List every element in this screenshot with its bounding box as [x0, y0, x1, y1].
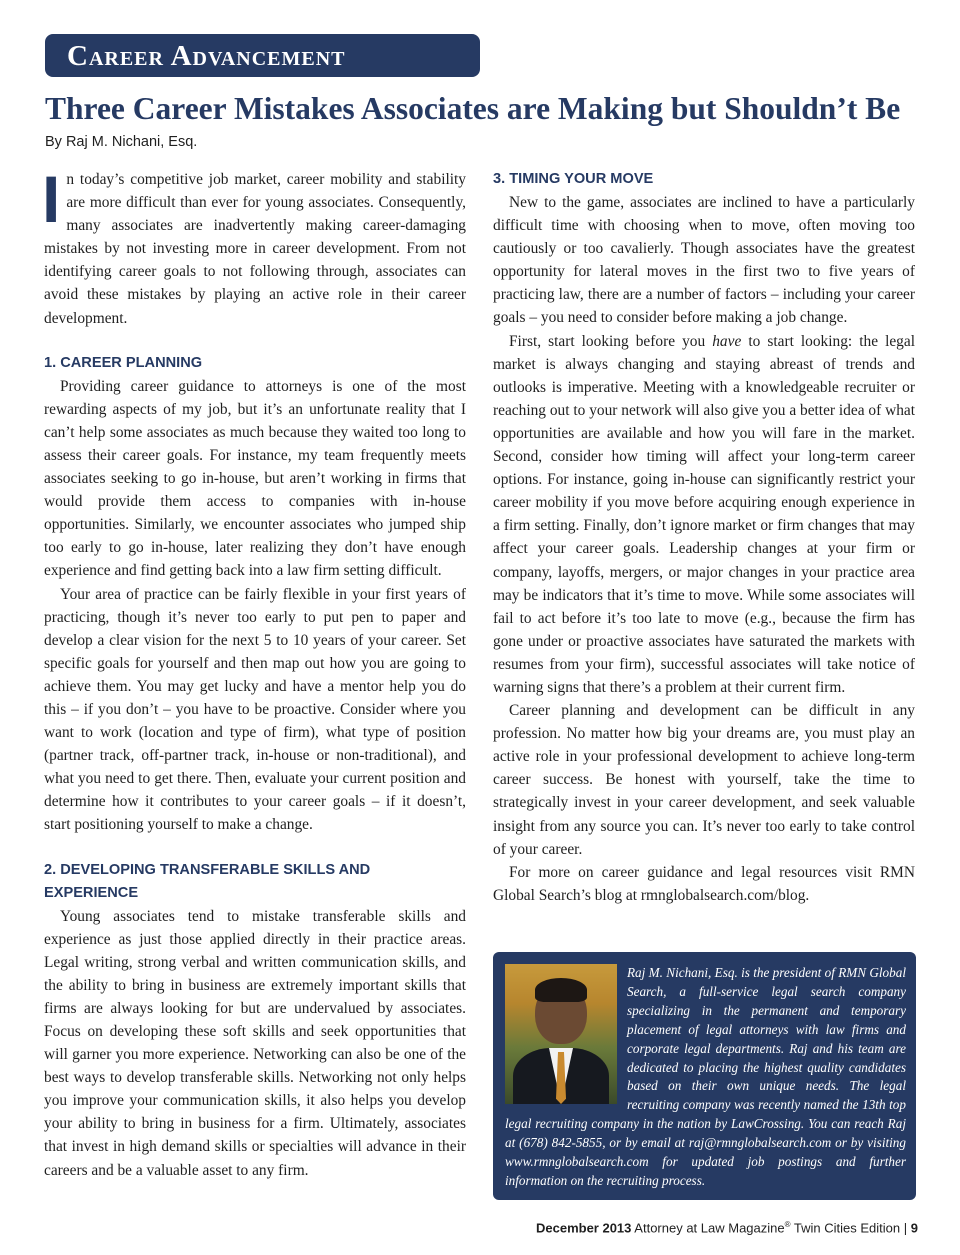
paragraph: For more on career guidance and legal resources visit RMN Global Search’s blog at rmnglobalsearch.com/blog. [493, 863, 915, 904]
page-footer [536, 1220, 918, 1235]
author-photo [505, 964, 617, 1104]
footer-separator: | [903, 1220, 908, 1236]
paragraph-text: First, start looking before you [509, 332, 713, 350]
footer-publication: Attorney at Law Magazine [634, 1220, 785, 1236]
intro-paragraph [42, 162, 466, 330]
page-number: 9 [910, 1220, 918, 1236]
paragraph: Career planning and development can be difficult in any profession. No matter how big your dreams are, you must play an active role in your professional development to achieve long-term career success. Be honest with yourself, take the time to strategically invest in your career development, and seek valuable insight from any source you can. It’s never too early to take control of your career. [493, 702, 915, 858]
paragraph: Providing career guidance to attorneys is one of the most rewarding aspects of my job, but it’s an unfortunate reality that I can’t help some associates as much because they waited too long to assess their career goals. For instance, my team frequently meets associates seeking to go in-house, but aren’t working in firms that would provide them access to companies with in-house opportunities. Similarly, we encounter associates who jumped ship too early to go in-house, later realizing they don’t have enough experience and find getting back into a law firm setting difficult. [44, 377, 466, 580]
article-byline: By Raj M. Nichani, Esq. [45, 134, 198, 150]
paragraph: New to the game, associates are inclined to have a particularly difficult time with choosing when to move, often moving too cautiously or too cavalierly. Though associates have the greatest opportunity for lateral moves in the first two to five years of practicing law, there are a number of factors – including your career goals – you need to consider before making a job change. [493, 194, 915, 327]
section-heading-career-planning: 1. CAREER PLANNING [44, 354, 203, 371]
section-label: Career Advancement [67, 40, 346, 72]
right-column [493, 168, 915, 907]
author-bio-box [493, 952, 916, 1200]
section-banner [45, 34, 480, 77]
article-title: Three Career Mistakes Associates are Making but Shouldn’t Be [45, 91, 901, 126]
section-heading-transferable-skills: 2. DEVELOPING TRANSFERABLE SKILLS AND EXPERIENCE [44, 861, 371, 901]
emphasis-word: have [712, 332, 742, 350]
author-bio-text: Raj M. Nichani, Esq. is the president of RMN Global Search, a full-service legal search company specializing in the permanent and temporary placement of legal attorneys with law firms and corporate legal departments. Raj and his team are dedicated to placing the highest quality candidates based on their own unique needs. The legal recruiting company was recently named the 13th top legal recruiting company in the nation by LawCrossing. You can reach Raj at (678) 842-5855, or by email at raj@rmnglobalsearch.com or by visiting www.rmnglobalsearch.com for updated job postings and further information on the recruiting process. [505, 965, 906, 1188]
paragraph-text: to start looking: the legal market is always changing and staying abreast of trends and outlooks is imperative. Meeting with a knowledgeable recruiter or reaching out to your network will also give you a better idea of what opportunities are available and how you will fare in the market. Second, consider how timing will affect your long-term career options. For instance, going in-house can significantly restrict your career mobility if you move before acquiring enough experience in a firm setting. Finally, don’t ignore market or firm changes that may affect your career goals. Leadership changes at your firm or company, layoffs, mergers, or major changes in your practice area may be indicators that it’s time to move. While some associates will fail to act before it’s too late to move (e.g., because the firm has gone under or proactive associates have saturated the markets with resumes from your firm), successful associates will take notice of warning signs that there’s a problem at their current firm. [493, 332, 915, 696]
footer-issue: December 2013 [535, 1220, 632, 1236]
intro-text: n today’s competitive job market, career mobility and stability are more difficult than ever for young associates. Consequently, many associates are inadvertently making career-damaging mistakes by not investing more in career development. From not identifying career goals to not following through, associates can avoid these mistakes by playing an active role in their career development. [44, 171, 466, 327]
left-column [42, 162, 466, 1182]
section-heading-timing-your-move: 3. TIMING YOUR MOVE [493, 171, 654, 187]
paragraph-with-emphasis [493, 330, 915, 700]
paragraph: Your area of practice can be fairly flexible in your first years of practicing, though it’s never too early to put pen to paper and develop a clear vision for the next 5 to 10 years of your career. Set specific goals for yourself and then map out how you are going to achieve them. You may get lucky and have a mentor help you do this – if you don’t – you have to be proactive. Consider where you want to work (location and type of firm), what type of position (partner track, off-partner track, in-house or non-traditional), and what you need to get there. Then, evaluate your current position and determine how it contributes to your career goals – if it doesn’t, start positioning yourself to make a change. [44, 585, 466, 834]
drop-cap: I [42, 162, 61, 236]
footer-edition: Twin Cities Edition [793, 1220, 901, 1236]
registered-mark: ® [784, 1220, 791, 1229]
paragraph: Young associates tend to mistake transferable skills and experience as just those applied directly in their practice areas. Legal writing, strong verbal and written communication skills, and the ability to bring in business are extremely important skills that firms are always looking for but are undervalued by associates. Focus on developing these soft skills and seek opportunities that will garner you more experience. Networking can also be one of the best ways to develop transferable skills. Networking not only helps you improve your communication skills, it also helps you develop your ability to bring in business for a firm. Ultimately, associates that invest in high demand skills or specialties will advance in their careers and be a valuable asset to any firm. [44, 907, 466, 1179]
